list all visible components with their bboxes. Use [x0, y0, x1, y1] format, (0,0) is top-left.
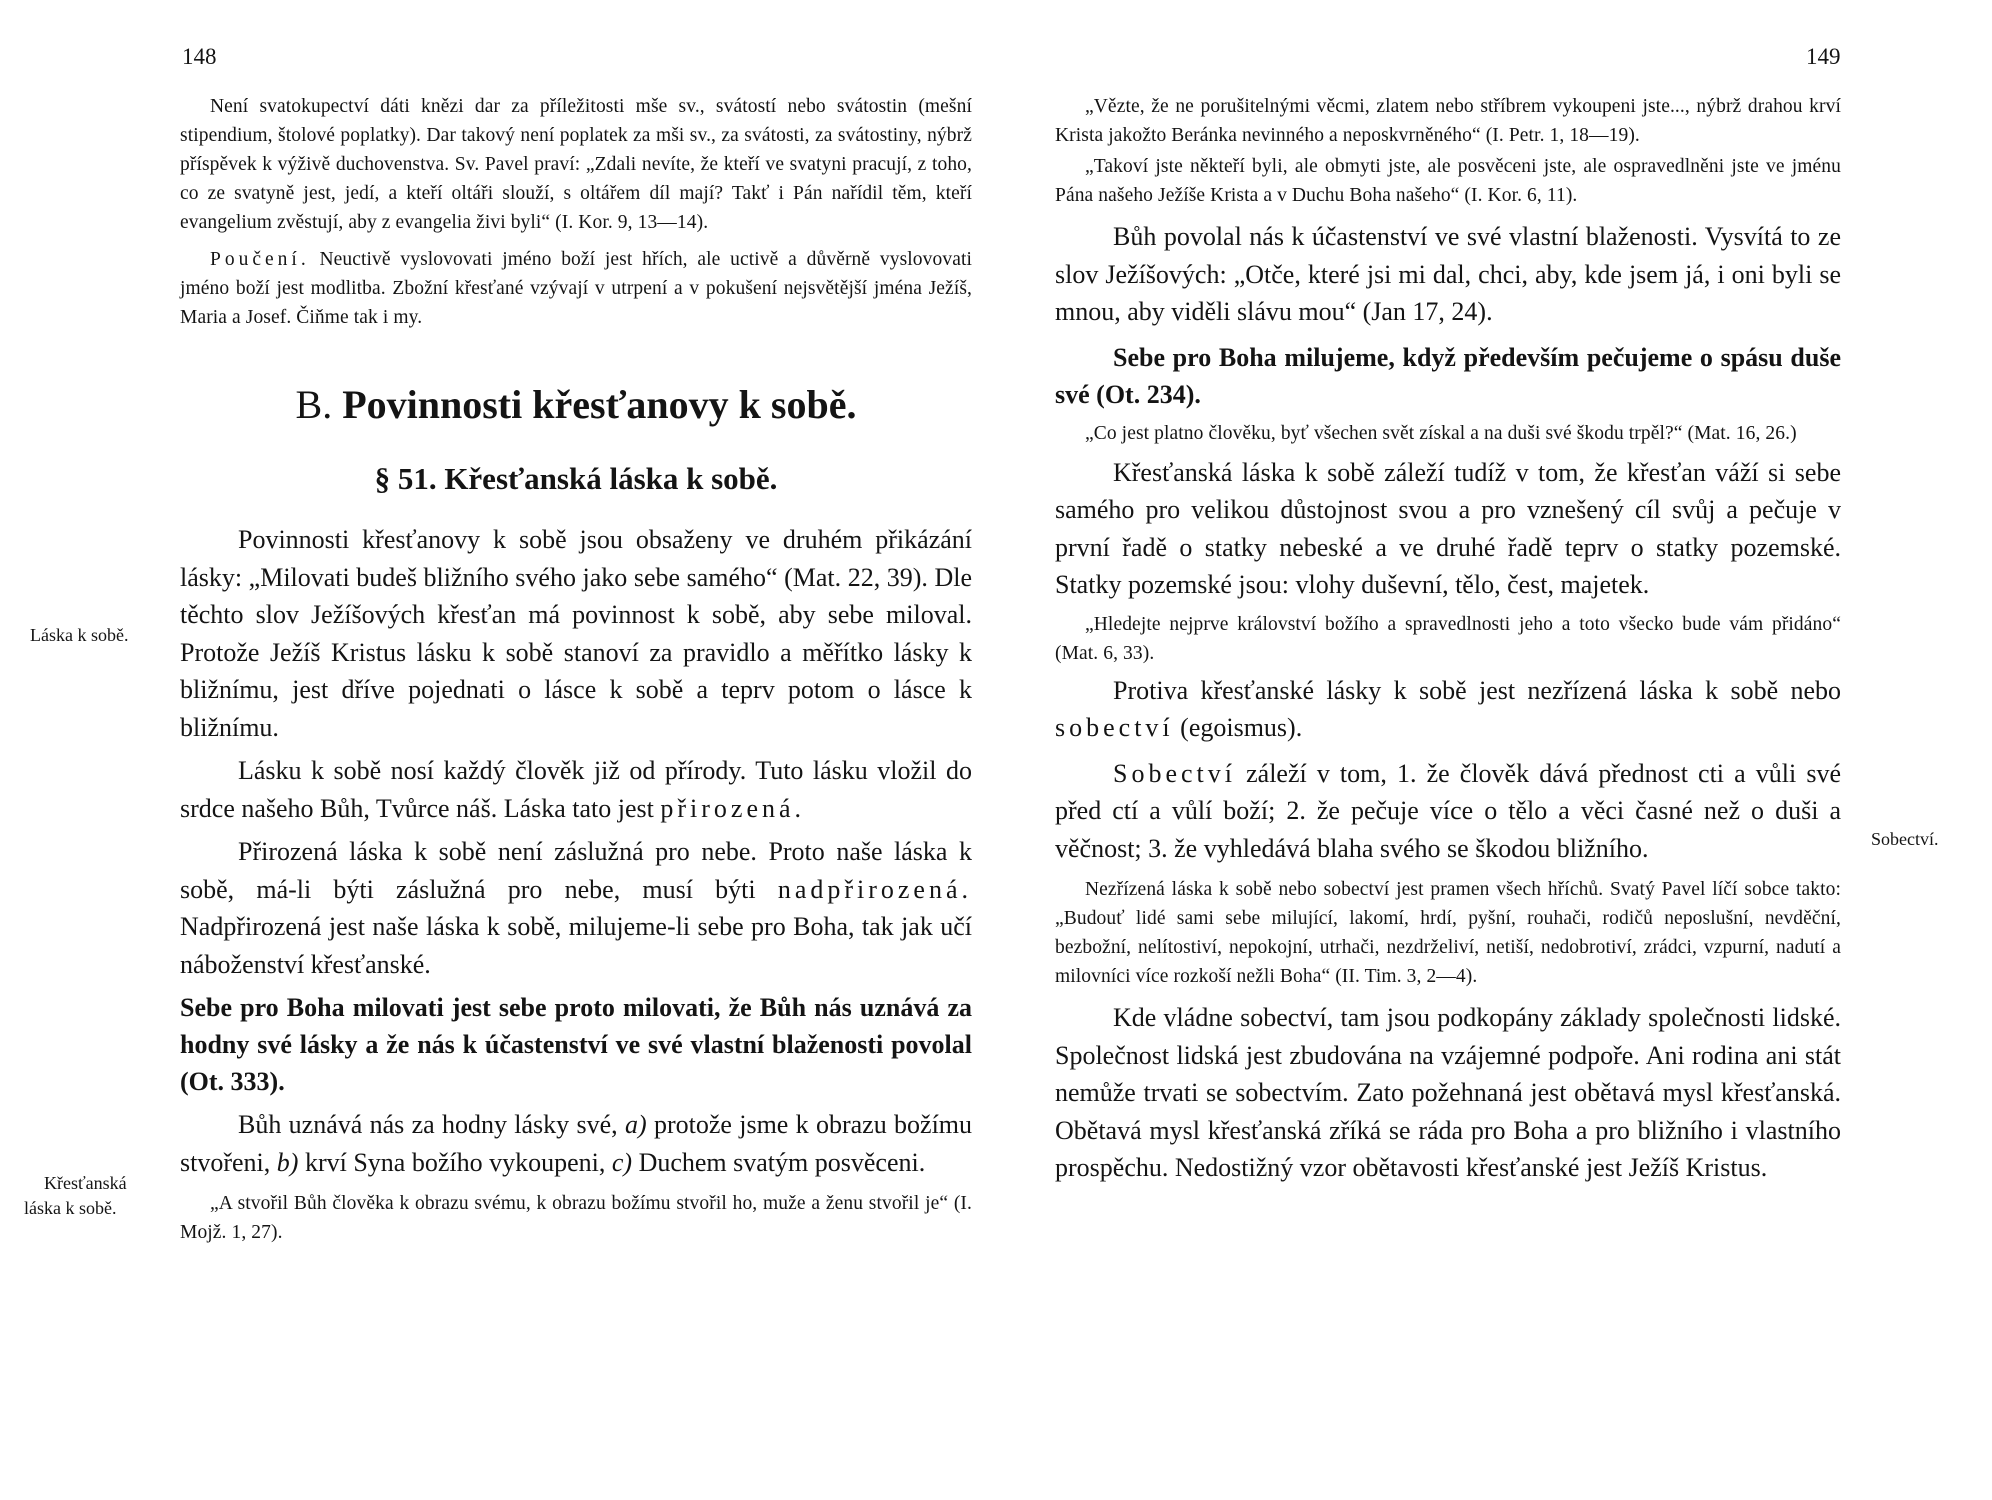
paragraph: Křesťanská láska k sobě záleží tudíž v tom, že křesťan váží si sebe samého pro velikou důstojnost svou a pro vznešený cíl svůj a pečuje v první řadě o statky nebeské a ve druhé řadě teprv o statky pozemské. Statky pozemské jsou: vlohy duševní, tělo, čest, majetek.: [1055, 457, 1841, 599]
margin-note: Láska k sobě.: [30, 625, 129, 645]
text: (egoismus).: [1180, 713, 1303, 742]
paragraph: Povinnosti křesťanovy k sobě jsou obsaženy ve druhém přikázání lásky: „Milovati budeš bližního svého jako sebe samého“ (Mat. 22, 39). Dle těchto slov Ježíšových křesťan má povinnost k sobě, aby sebe miloval. Protože Ježíš Kristus lásku k sobě stanoví za pravidlo a měřítko lásky k bližnímu, jest dříve pojednati o lásce k sobě a teprv potom o lásce k bližnímu.: [180, 525, 972, 742]
margin-note: Křesťanská: [44, 1173, 127, 1193]
text: b): [276, 1147, 299, 1177]
spaced-term: sobectví: [1055, 713, 1174, 742]
paragraph: [180, 752, 972, 827]
margin-note: Sobectví.: [1871, 829, 1939, 849]
label: Poučení.: [210, 249, 310, 270]
left-column: [180, 92, 972, 1247]
paragraph-text: Neuctivě vyslovovati jméno boží jest hřích, ale uctivě a důvěrně vyslovovati jméno boží jest modlitba. Zbožní křesťané vzývají v utrpení a v pokušení nejsvětější jména Ježíš, Maria a Josef. Čiňme tak i my.: [180, 249, 972, 328]
heading-text: Povinnosti křesťanovy k sobě.: [342, 382, 857, 427]
quote: Nezřízená láska k sobě nebo sobectví jest pramen všech hříchů. Svatý Pavel líčí sobce takto: „Budouť lidé sami sebe milující, lakomí, hrdí, pyšní, rouhači, rodičů neposlušní, nevděční, bezbožní, nelítostiví, nepokojní, utrhači, nezdrželiví, netiší, nedobrotiví, zrádci, vzpurní, nadutí a milovníci více rozkoší nežli Boha“ (II. Tim. 3, 2—4).: [1055, 879, 1841, 987]
rule-text: Sebe pro Boha milujeme, když především pečujeme o spásu duše své (Ot. 234).: [1055, 342, 1841, 409]
quote: „Vězte, že ne porušitelnými věcmi, zlatem nebo stříbrem vykoupeni jste..., nýbrž drahou krví Krista jakožto Beránka nevinného a neposkvrněného“ (I. Petr. 1, 18—19).: [1055, 96, 1841, 146]
text: protože jsme k obrazu božímu stvořeni,: [180, 1110, 973, 1177]
text: a): [624, 1110, 647, 1139]
quote: „Hledejte nejprve království božího a spravedlnosti jeho a toto všecko bude vám přidáno“ (Mat. 6, 33).: [1055, 613, 1841, 664]
paragraph: [1055, 755, 1841, 868]
text: c): [611, 1147, 633, 1177]
text: Nadpřirozená jest naše láska k sobě, milujeme-li sebe pro Boha, tak jak učí náboženství křesťanské.: [180, 912, 972, 979]
section-number: § 51.: [374, 461, 437, 496]
heading-letter: B.: [295, 382, 333, 427]
paragraph: [180, 245, 972, 332]
paragraph: [180, 833, 972, 983]
text: Lásku k sobě nosí každý člověk již od přírody. Tuto lásku vložil do srdce našeho Bůh, Tvůrce náš. Láska tato jest: [180, 756, 972, 823]
chapter-heading: [180, 379, 972, 431]
section-title: Křesťanská láska k sobě.: [444, 461, 778, 496]
quote: „Takoví jste někteří byli, ale obmyti jste, ale posvěceni jste, ale ospravedlněni jste ve jménu Pána našeho Ježíše Krista a v Duchu Boha našeho“ (I. Kor. 6, 11).: [1055, 156, 1841, 206]
quote: „Co jest platno člověku, byť všechen svět získal a na duši své škodu trpěl?“ (Mat. 16, 26.): [1085, 422, 1797, 444]
section-heading: [180, 459, 972, 499]
page-number: 148: [182, 44, 217, 69]
spaced-term: Sobectví: [1113, 758, 1236, 788]
text: Bůh uznává nás za hodny lásky své,: [238, 1110, 618, 1139]
quote: „A stvořil Bůh člověka k obrazu svému, k obrazu božímu stvořil ho, muže a ženu stvořil je“ (I. Mojž. 1, 27).: [180, 1193, 972, 1243]
paragraph: Kde vládne sobectví, tam jsou podkopány základy společnosti lidské. Společnost lidská jest zbudována na vzájemné podpoře. Ani rodina ani stát nemůže trvati se sobectvím. Zato požehnaná jest obětavá mysl křesťanská. Obětavá mysl křesťanská zříká se ráda pro Boha a pro bližního i vlastního prospěchu. Nedostižný vzor obětavosti křesťanské jest Ježíš Kristus.: [1055, 1003, 1841, 1182]
text: Přirozená láska k sobě není záslužná pro nebe. Proto naše láska k sobě, má-li býti záslužná pro nebe, musí býti: [180, 837, 972, 904]
spaced-term: nadpřirozená.: [777, 874, 973, 904]
paragraph: Není svatokupectví dáti knězi dar za příležitosti mše sv., svátostí nebo svátostin (mešní stipendium, štolové poplatky). Dar takový není poplatek za mši sv., za svátosti, za svátostiny, nýbrž příspěvek k výživě duchovenstva. Sv. Pavel praví: „Zdali nevíte, že kteří ve svatyni pracují, z toho, co ze svatyně jest, jedí, a kteří oltáři slouží, s oltářem díl mají? Takť i Pán nařídil těm, kteří evangelium zvěstují, aby z evangelia živi byli“ (I. Kor. 9, 13—14).: [180, 96, 972, 233]
paragraph: [180, 1106, 972, 1181]
margin-note: láska k sobě.: [24, 1198, 117, 1218]
page-number: 149: [1806, 44, 1841, 69]
rule-text: Sebe pro Boha milovati jest sebe proto milovati, že Bůh nás uznává za hodny své lásky a že nás k účastenství ve své vlastní blaženosti povolal (Ot. 333).: [180, 993, 972, 1096]
right-page: [996, 0, 1992, 1500]
spaced-term: přirozená.: [660, 793, 806, 823]
text: Protiva křesťanské lásky k sobě jest nezřízená láska k sobě nebo: [1113, 675, 1841, 705]
right-column: [1055, 92, 1841, 1187]
paragraph: [1055, 672, 1841, 747]
paragraph: Bůh povolal nás k účastenství ve své vlastní blaženosti. Vysvítá to ze slov Ježíšových: „Otče, které jsi mi dal, chci, aby, kde jsem já, i oni byli se mnou, aby viděli slávu mou“ (Jan 17, 24).: [1055, 222, 1841, 326]
text: záleží v tom, 1. že člověk dává přednost cti a vůli své před ctí a vůlí boží; 2. že pečuje více o tělo a věci časné než o duši a věčnost; 3. že vyhledává blaha svého se škodou bližního.: [1055, 758, 1841, 863]
text: Duchem svatým posvěceni.: [638, 1147, 926, 1177]
text: krví Syna božího vykoupeni,: [304, 1147, 606, 1177]
